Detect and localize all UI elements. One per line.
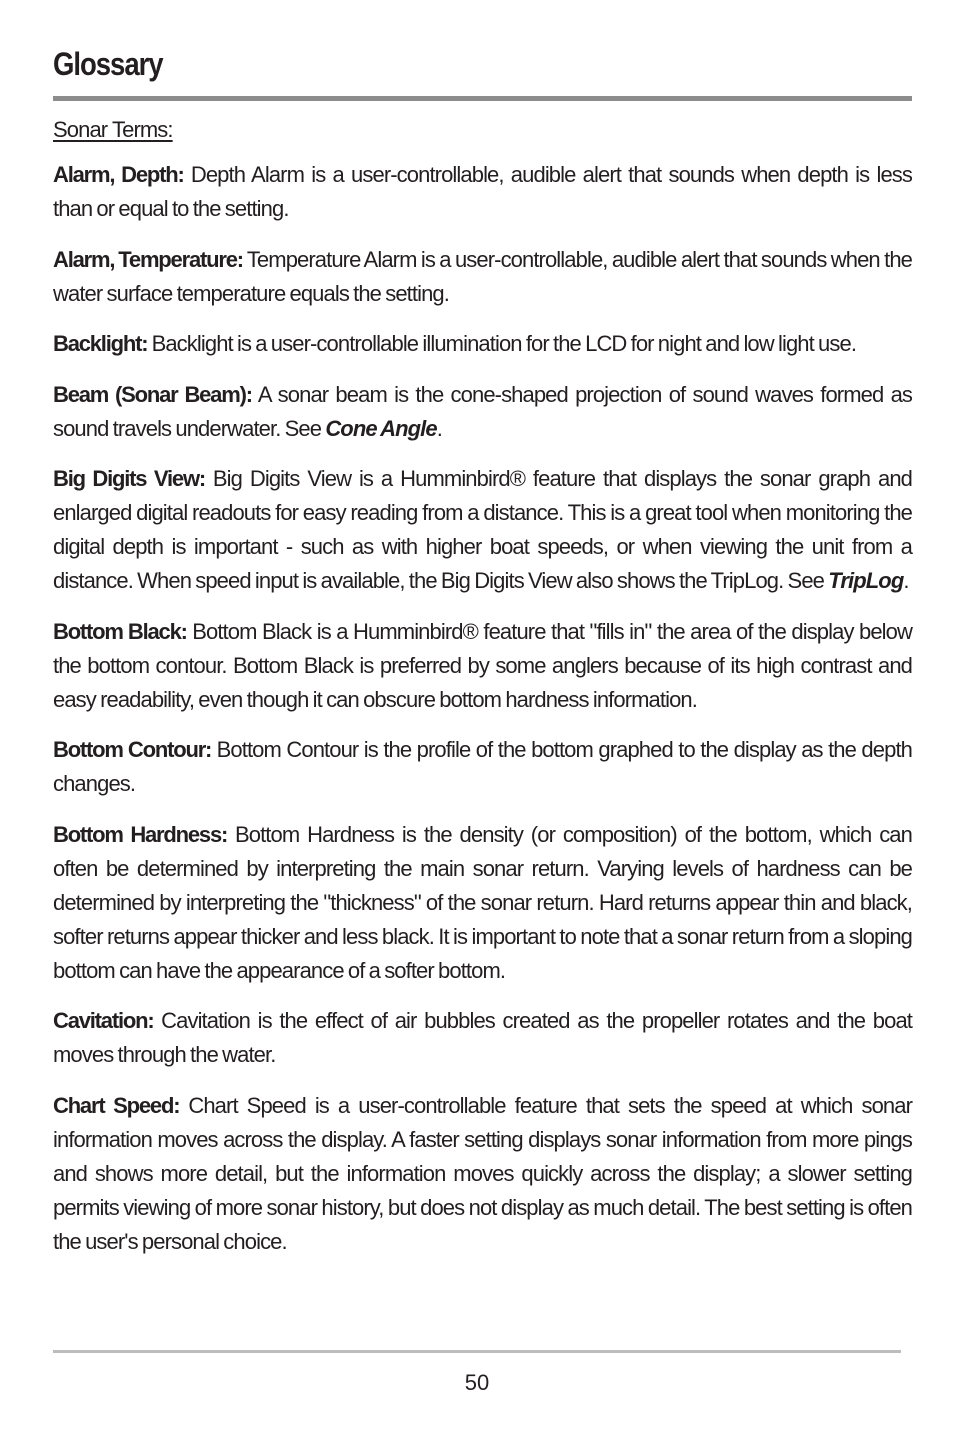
glossary-definition: Bottom Contour is the profile of the bottom graphed to the display as the depth changes. — [53, 737, 912, 796]
cross-reference-link[interactable]: TripLog — [828, 568, 904, 593]
glossary-term: Bottom Hardness: — [53, 821, 228, 847]
page-title: Glossary — [53, 46, 163, 82]
glossary-term: Beam (Sonar Beam): — [53, 381, 252, 407]
glossary-definition: Bottom Hardness is the density (or composition) of the bottom, which can often be determined by interpreting the main sonar return. Varying levels of hardness can be determined by interpreting the "thickness" of the sonar return. Hard returns appear thin and black, softer returns appear thicker and less black. It is important to note that a sonar return from a sloping bottom can have the appearance of a softer bottom. — [53, 821, 912, 983]
glossary-entry-alarm-temperature — [53, 243, 912, 311]
glossary-definition: A sonar beam is the cone-shaped projection of sound waves formed as sound travels underwater. See — [53, 381, 913, 441]
glossary-entry-big-digits-view — [53, 462, 912, 598]
glossary-term: Alarm, Temperature: — [53, 246, 243, 272]
definition-end: . — [903, 568, 909, 593]
glossary-definition: Bottom Black is a Humminbird® feature that "fills in" the area of the display below the bottom contour. Bottom Black is preferred by some anglers because of its high contrast and easy readability, even though it can obscure bottom hardness information. — [53, 618, 912, 712]
glossary-entry-alarm-depth — [53, 158, 912, 226]
glossary-term: Alarm, Depth: — [53, 162, 184, 187]
cross-reference-link[interactable]: Cone Angle — [325, 415, 437, 441]
glossary-entry-beam — [53, 378, 912, 446]
glossary-definition: Chart Speed is a user-controllable feature that sets the speed at which sonar information moves across the display. A faster setting displays sonar information from more pings and shows more detail, but the information moves quickly across the display; a slower setting permits viewing of more sonar history, but does not display as much detail. The best setting is often the user's personal choice. — [53, 1092, 913, 1254]
glossary-definition: Depth Alarm is a user-controllable, audible alert that sounds when depth is less than or equal to the setting. — [53, 162, 912, 221]
glossary-entry-cavitation — [53, 1004, 912, 1072]
glossary-term: Bottom Contour: — [53, 737, 212, 762]
glossary-term: Bottom Black: — [53, 618, 187, 644]
glossary-definition: Temperature Alarm is a user-controllable, audible alert that sounds when the water surface temperature equals the setting. — [53, 246, 912, 306]
glossary-term: Chart Speed: — [53, 1092, 180, 1118]
glossary-entry-backlight — [53, 327, 912, 361]
title-divider — [53, 96, 912, 101]
glossary-content — [53, 114, 912, 1275]
glossary-definition: Backlight is a user-controllable illumination for the LCD for night and low light use. — [151, 331, 857, 356]
glossary-entry-bottom-hardness — [53, 818, 912, 988]
glossary-term: Cavitation: — [53, 1008, 154, 1033]
section-heading: Sonar Terms: — [53, 117, 173, 142]
glossary-entry-chart-speed — [53, 1089, 912, 1259]
glossary-entry-bottom-contour — [53, 733, 912, 801]
page-number: 50 — [464, 1370, 490, 1395]
definition-end: . — [436, 415, 442, 441]
glossary-definition: Cavitation is the effect of air bubbles created as the propeller rotates and the boat moves through the water. — [53, 1008, 913, 1067]
footer-divider — [53, 1350, 901, 1353]
glossary-term: Big Digits View: — [53, 466, 205, 491]
glossary-definition: Big Digits View is a Humminbird® feature that displays the sonar graph and enlarged digital readouts for easy reading from a distance. This is a great tool when monitoring the digital depth is important - such as with higher boat speeds, or when viewing the unit from a distance. When speed input is available, the Big Digits View also shows the TripLog. See — [53, 466, 912, 593]
glossary-term: Backlight: — [53, 331, 148, 356]
glossary-entry-bottom-black — [53, 615, 912, 717]
